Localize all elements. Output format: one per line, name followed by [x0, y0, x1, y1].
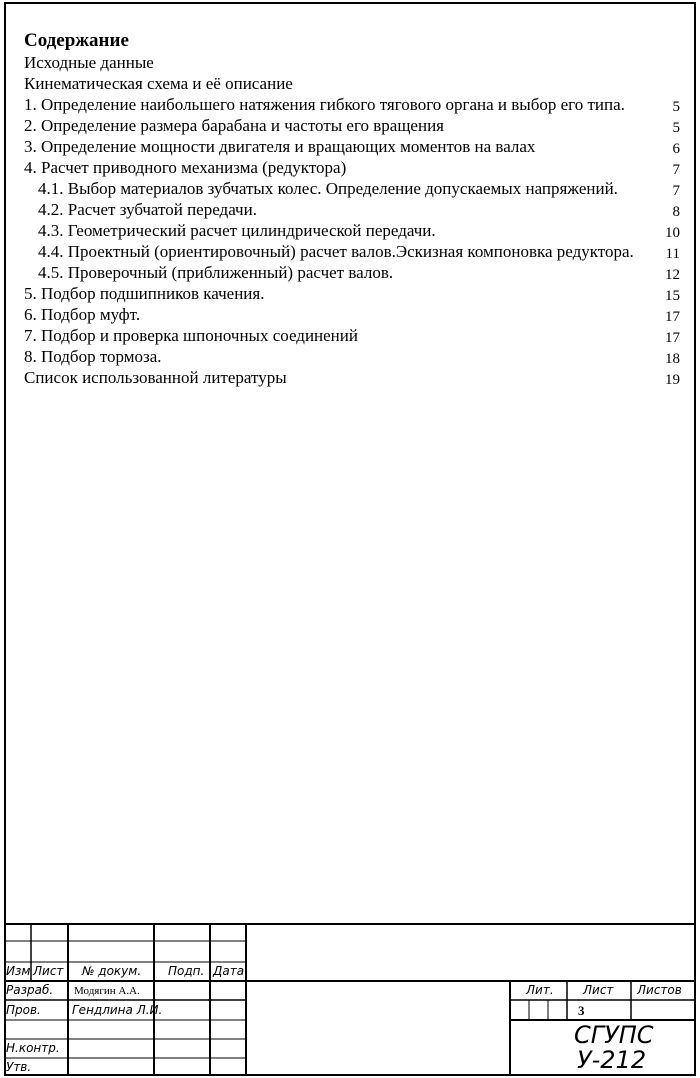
toc-item-page: 5 — [672, 99, 680, 115]
col-list-label: Лист — [33, 964, 64, 978]
toc-item-text: 4.1. Выбор материалов зубчатых колес. Определение допускаемых напряжений. — [38, 179, 618, 198]
toc-item-page: 12 — [665, 267, 680, 283]
toc-item-page: 7 — [672, 183, 680, 199]
toc-item — [24, 283, 684, 304]
group-code: У-212 — [577, 1046, 647, 1074]
sheet-number: 3 — [578, 1003, 585, 1018]
toc-item-text: 5. Подбор подшипников качения. — [24, 284, 265, 303]
col-date-label: Дата — [213, 964, 245, 978]
drawing-sheet-frame — [4, 2, 696, 1076]
toc-item — [24, 73, 684, 94]
toc-item-text: 2. Определение размера барабана и частоты его вращения — [24, 116, 444, 135]
toc-item-page: 17 — [665, 330, 680, 346]
toc-item-page: 17 — [665, 309, 680, 325]
toc-item-page: 19 — [665, 372, 680, 388]
toc-item — [24, 115, 684, 136]
col-doc-label: № докум. — [82, 964, 142, 978]
toc-item-text: 4.3. Геометрический расчет цилиндрической передачи. — [38, 221, 436, 240]
toc-item — [24, 241, 684, 262]
col-izm-label: Изм — [6, 964, 31, 978]
toc-item-page: 18 — [665, 351, 680, 367]
listov-label: Листов — [637, 983, 682, 997]
toc-item-text: Исходные данные — [24, 53, 154, 72]
table-of-contents — [24, 30, 684, 388]
toc-item-page: 11 — [665, 246, 680, 262]
role-prov: Пров. — [6, 1003, 41, 1017]
title-block — [4, 923, 696, 1076]
toc-item — [24, 157, 684, 178]
toc-item-text: 6. Подбор муфт. — [24, 305, 141, 324]
toc-item — [24, 325, 684, 346]
name-prov: Гендлина Л.И. — [72, 1003, 163, 1017]
toc-item-text: 1. Определение наибольшего натяжения гибкого тягового органа и выбор его типа. — [24, 95, 625, 114]
toc-item — [24, 367, 684, 388]
toc-item-page: 15 — [665, 288, 680, 304]
col-podp-label: Подп. — [168, 964, 205, 978]
toc-item — [24, 178, 684, 199]
role-utv: Утв. — [6, 1060, 32, 1074]
toc-item — [24, 94, 684, 115]
organization-name: СГУПС — [574, 1021, 654, 1049]
role-nkontr: Н.контр. — [6, 1041, 60, 1055]
toc-item-text: Список использованной литературы — [24, 368, 287, 387]
toc-item — [24, 346, 684, 367]
toc-item — [24, 304, 684, 325]
toc-item-text: 8. Подбор тормоза. — [24, 347, 162, 366]
toc-item-text: 4.5. Проверочный (приближенный) расчет валов. — [38, 263, 394, 282]
toc-item-text: 4.2. Расчет зубчатой передачи. — [38, 200, 257, 219]
toc-item-page: 8 — [672, 204, 680, 220]
toc-title: Содержание — [24, 30, 129, 51]
toc-item-text: 4.4. Проектный (ориентировочный) расчет валов.Эскизная компоновка редуктора. — [38, 242, 634, 261]
toc-item — [24, 136, 684, 157]
toc-item — [24, 220, 684, 241]
role-razrab: Разраб. — [6, 983, 54, 997]
toc-item-text: 4. Расчет приводного механизма (редуктора) — [24, 158, 347, 177]
toc-item-page: 7 — [672, 162, 680, 178]
lit-label: Лит. — [526, 983, 554, 997]
name-razrab: Модягин А.А. — [74, 985, 140, 997]
list-label: Лист — [583, 983, 614, 997]
toc-item — [24, 262, 684, 283]
toc-item — [24, 199, 684, 220]
toc-item-page: 5 — [672, 120, 680, 136]
toc-item-text: 3. Определение мощности двигателя и вращающих моментов на валах — [24, 137, 536, 156]
toc-item-page: 6 — [672, 141, 680, 157]
toc-list — [24, 52, 684, 388]
toc-item — [24, 52, 684, 73]
toc-item-text: 7. Подбор и проверка шпоночных соединений — [24, 326, 358, 345]
toc-item-page: 10 — [665, 225, 680, 241]
toc-item-text: Кинематическая схема и её описание — [24, 74, 293, 93]
